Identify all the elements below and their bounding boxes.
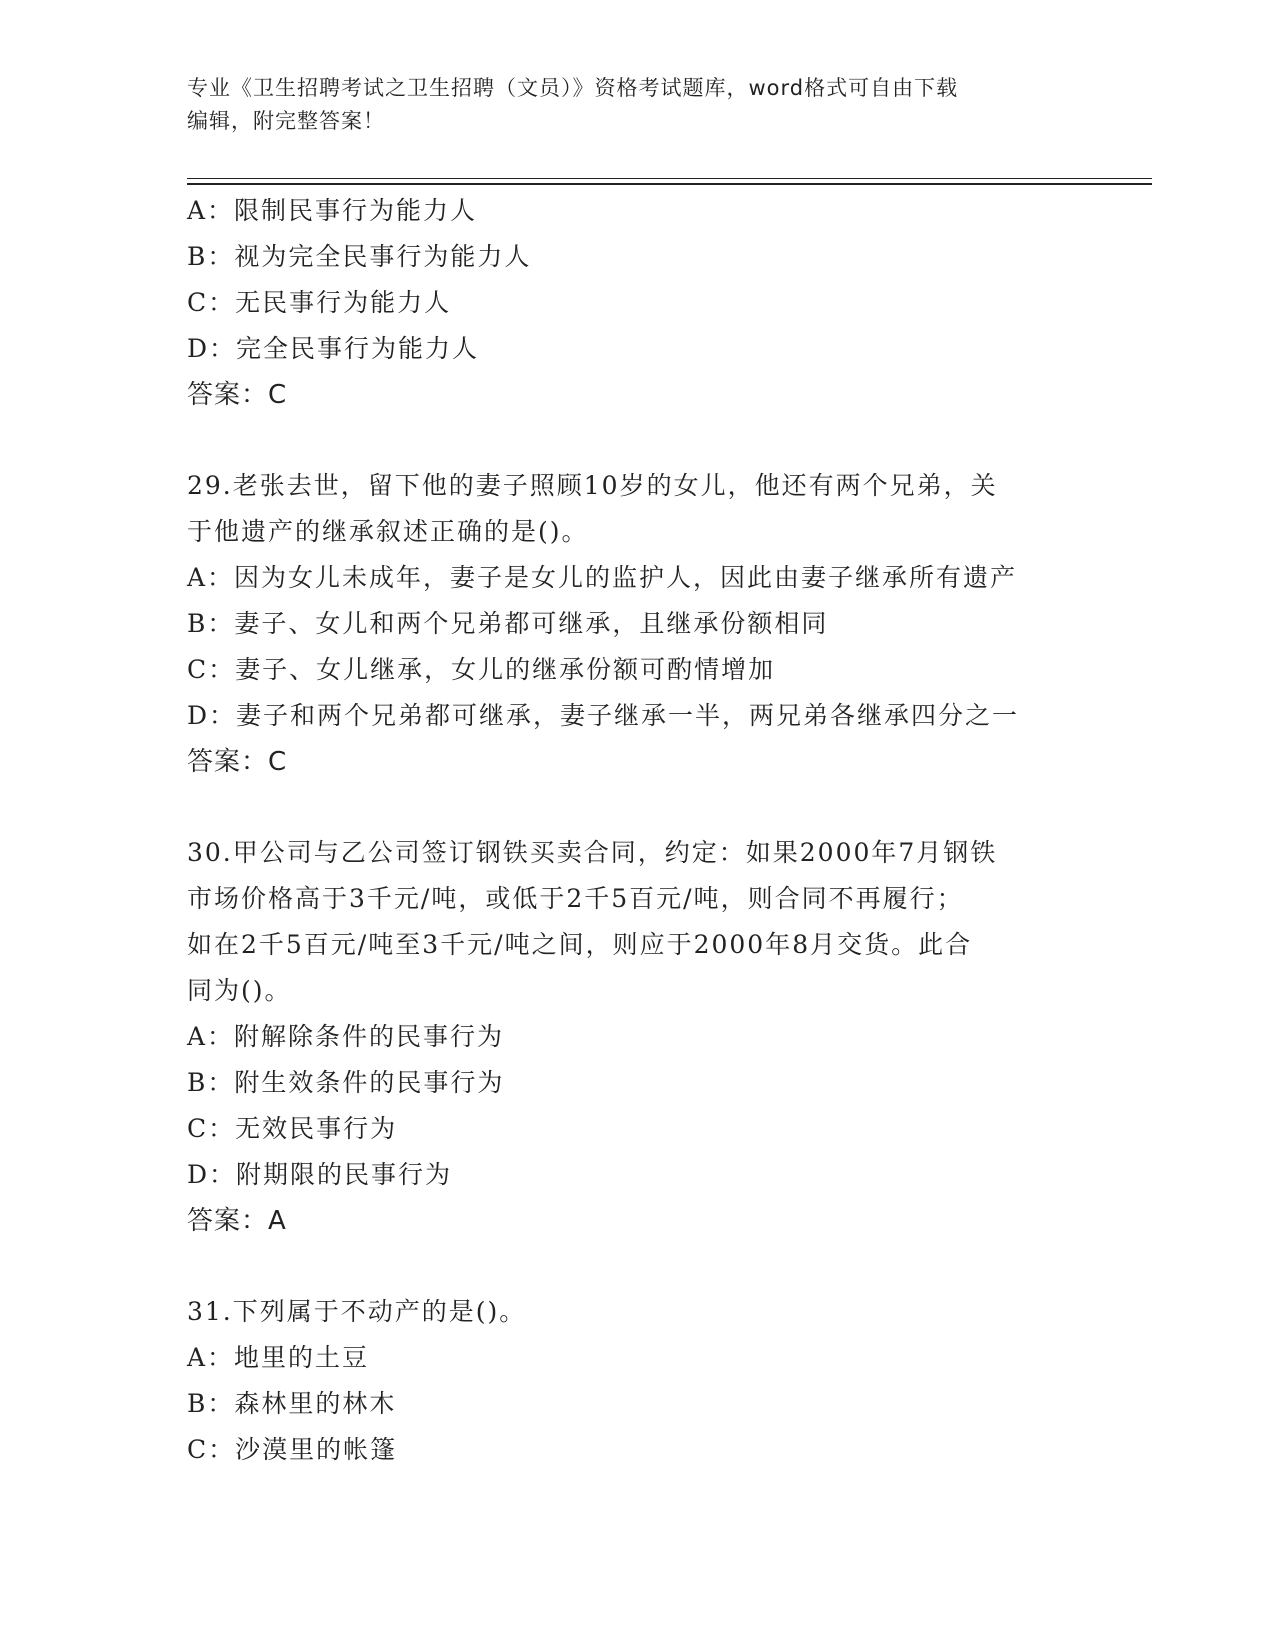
header-line-2: 编辑，附完整答案！	[187, 109, 385, 133]
question-text-line: 如在2千5百元/吨至3千元/吨之间，则应于2000年8月交货。此合	[187, 930, 973, 959]
header-rule-thick	[187, 183, 1152, 185]
question-text-line: 31.下列属于不动产的是()。	[187, 1297, 527, 1326]
option-a: A：地里的土豆	[187, 1343, 370, 1372]
answer-line: 答案：C	[187, 380, 288, 410]
option-b: B：森林里的林木	[187, 1389, 397, 1418]
header-rule-thin	[187, 178, 1152, 179]
option-a: A：附解除条件的民事行为	[187, 1022, 505, 1051]
question-list	[187, 188, 1087, 1473]
spacer	[187, 1244, 1087, 1289]
question-text-line: 29.老张去世，留下他的妻子照顾10岁的女儿，他还有两个兄弟，关	[187, 471, 998, 500]
header-line-1: 专业《卫生招聘考试之卫生招聘（文员）》资格考试题库，word格式可自由下载	[187, 76, 959, 100]
question-31	[187, 1289, 1087, 1473]
option-c: C：沙漠里的帐篷	[187, 1435, 398, 1464]
answer-line: 答案：A	[187, 1206, 287, 1236]
option-c: C：无民事行为能力人	[187, 288, 452, 317]
question-text-line: 30.甲公司与乙公司签订钢铁买卖合同，约定：如果2000年7月钢铁	[187, 838, 998, 867]
option-d: D：完全民事行为能力人	[187, 334, 480, 363]
option-b: B：视为完全民事行为能力人	[187, 242, 532, 271]
question-28	[187, 188, 1087, 418]
question-text-line: 于他遗产的继承叙述正确的是()。	[187, 517, 589, 546]
spacer	[187, 418, 1087, 463]
spacer	[187, 785, 1087, 830]
option-c: C：妻子、女儿继承，女儿的继承份额可酌情增加	[187, 655, 776, 684]
question-text-line: 同为()。	[187, 976, 292, 1005]
option-b: B：妻子、女儿和两个兄弟都可继承，且继承份额相同	[187, 609, 829, 638]
question-29	[187, 463, 1087, 785]
document-header	[187, 72, 1067, 138]
option-d: D：附期限的民事行为	[187, 1160, 453, 1189]
option-a: A：限制民事行为能力人	[187, 196, 478, 225]
option-d: D：妻子和两个兄弟都可继承，妻子继承一半，两兄弟各继承四分之一	[187, 701, 1020, 730]
option-a: A：因为女儿未成年，妻子是女儿的监护人，因此由妻子继承所有遗产	[187, 563, 1018, 592]
question-text-line: 市场价格高于3千元/吨，或低于2千5百元/吨，则合同不再履行；	[187, 884, 964, 913]
question-30	[187, 830, 1087, 1244]
option-b: B：附生效条件的民事行为	[187, 1068, 505, 1097]
option-c: C：无效民事行为	[187, 1114, 398, 1143]
answer-line: 答案：C	[187, 747, 288, 777]
